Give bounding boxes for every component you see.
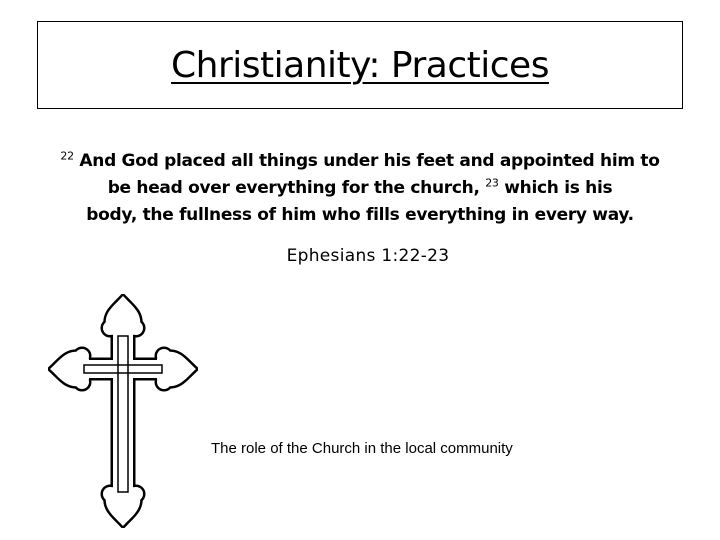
scripture-reference: Ephesians 1:22-23 — [286, 246, 450, 266]
verse-line-1 — [30, 148, 690, 175]
verse-text — [30, 148, 690, 229]
verse-number-22: 22 — [60, 149, 74, 163]
title-box — [37, 21, 683, 109]
verse-line-2a-text: be head over everything for the church, — [107, 178, 480, 198]
caption-text: The role of the Church in the local community — [211, 440, 513, 457]
verse-line-2 — [30, 175, 690, 202]
verse-line-1-text: And God placed all things under his feet and appointed him to — [79, 151, 660, 171]
verse-line-3-text: body, the fullness of him who fills everything in every way. — [86, 205, 634, 225]
verse-line-2b-text: which is his — [504, 178, 613, 198]
verse-number-23: 23 — [485, 176, 499, 190]
verse-line-3 — [30, 202, 690, 229]
ornate-cross-icon — [48, 294, 198, 528]
page-title: Christianity: Practices — [171, 44, 549, 86]
